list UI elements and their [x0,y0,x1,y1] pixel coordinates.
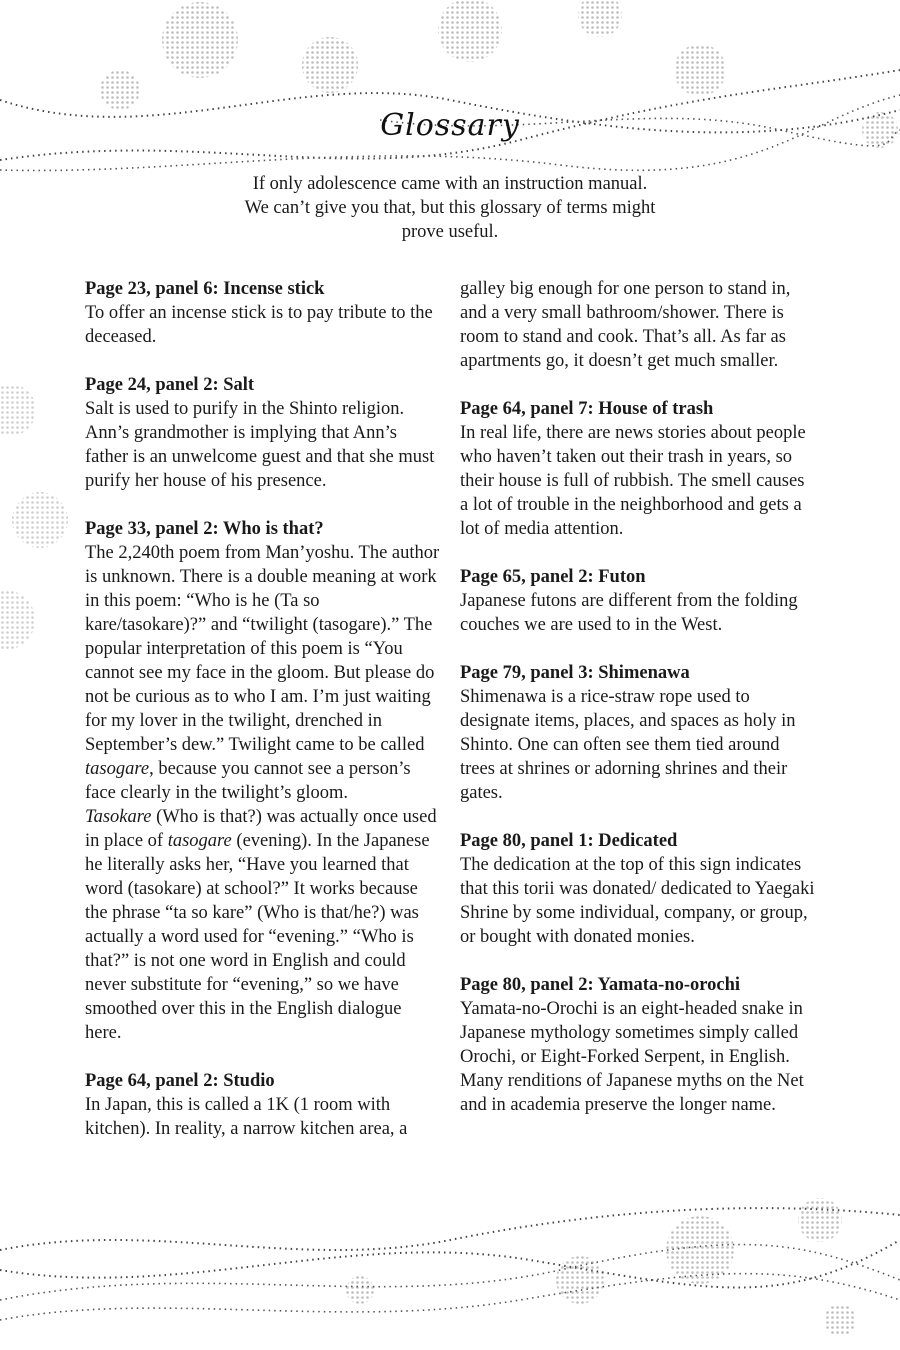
halftone-circle [100,70,140,110]
entry-heading: Page 80, panel 2: Yamata-no-orochi [460,975,741,995]
entry-heading: Page 64, panel 2: Studio [85,1071,275,1091]
entry-heading: Page 23, panel 6: Incense stick [85,279,325,299]
halftone-circle [0,384,36,436]
halftone-circle [674,44,726,96]
entry-body: galley big enough for one person to stand in, and a very small bathroom/shower. There is room to stand and cook. That’s all. As far as apartments go, it doesn’t get much smaller. [460,279,791,371]
halftone-circle [302,37,358,93]
glossary-entry-continued [460,277,815,373]
glossary-entry [460,397,815,541]
entry-term: tasogare [167,831,232,851]
dotted-wave [0,1274,900,1320]
page-title: Glossary [380,108,520,143]
entry-heading: Page 24, panel 2: Salt [85,375,255,395]
entry-text: (Who is that?) was actually once used in place of [85,807,437,851]
dotted-wave [0,1240,900,1288]
entry-text: The 2,240th poem from Man’yoshu. The author is unknown. There is a double meaning at work in this poem: “Who is he (Ta so kare/tasokare)?” and “twilight (tasogare).” The popular interpretation of this poem is “You cannot see my face in the gloom. But please do not be curious as to who I am. I’m just waiting for my lover in the twilight, drenched in September’s dew.” Twilight came to be called [85,543,440,755]
halftone-circle [162,2,238,78]
halftone-circle [12,492,68,548]
intro-line: prove useful. [401,222,499,242]
glossary-entry [85,517,440,1045]
halftone-circle [346,1276,374,1304]
halftone-circle [798,1198,842,1242]
halftone-circle [824,1304,856,1336]
top-decoration [0,0,900,200]
entry-heading: Page 79, panel 3: Shimenawa [460,663,690,683]
bottom-decoration [0,1180,900,1350]
entry-body: Yamata-no-Orochi is an eight-headed snake in Japanese mythology sometimes simply called Orochi, or Eight-Forked Serpent, in English. Many renditions of Japanese myths on the Net and in academia preserve the longer name. [460,999,804,1115]
entry-term: tasogare [85,759,150,779]
entry-body: Salt is used to purify in the Shinto religion. Ann’s grandmother is implying that Ann’s father is an unwelcome guest and that she must purify her house of his presence. [85,399,435,491]
glossary-entry [85,277,440,349]
right-column [460,277,815,1141]
glossary-entry [85,373,440,493]
entry-heading: Page 64, panel 7: House of trash [460,399,714,419]
intro-line: We can’t give you that, but this glossary of terms might [244,198,656,218]
halftone-circle [578,0,622,37]
entry-heading: Page 65, panel 2: Futon [460,567,646,587]
intro-line: If only adolescence came with an instruction manual. [252,174,648,194]
glossary-entry [460,829,815,949]
dotted-wave [0,1208,900,1250]
entry-body: Japanese futons are different from the folding couches we are used to in the West. [460,591,798,635]
entry-heading: Page 80, panel 1: Dedicated [460,831,678,851]
halftone-circle [556,1256,604,1304]
entry-body [85,805,440,1045]
entry-body: To offer an incense stick is to pay tribute to the deceased. [85,303,433,347]
entry-text: , because you cannot see a person’s face clearly in the twilight’s gloom. [85,759,411,803]
glossary-entry [460,661,815,805]
entry-body: Shimenawa is a rice-straw rope used to designate items, places, and spaces as holy in Shinto. One can often see them tied around trees at shrines or adorning shrines and their gates. [460,687,796,803]
halftone-circle [0,590,35,650]
entry-body: In real life, there are news stories about people who haven’t taken out their trash in years, so their house is full of rubbish. The smell causes a lot of trouble in the neighborhood and gets a lot of media attention. [460,423,806,539]
entry-body: The dedication at the top of this sign indicates that this torii was donated/ dedicated to Yaegaki Shrine by some individual, company, or group, or bought with donated monies. [460,855,815,947]
left-column [85,277,440,1165]
entry-text: (evening). In the Japanese he literally asks her, “Have you learned that word (tasokare) at school?” It works because the phrase “ta so kare” (Who is that/he?) was actually a word used for “evening.” “Who is that?” is not one word in English and could never substitute for “evening,” so we have smoothed over this in the English dialogue here. [85,831,430,1043]
entry-body [85,541,440,805]
intro-text [200,172,700,244]
entry-heading: Page 33, panel 2: Who is that? [85,519,324,539]
glossary-entry [85,1069,440,1141]
entry-term: Tasokare [85,807,152,827]
halftone-circle [438,0,502,62]
glossary-entry [460,565,815,637]
glossary-entry [460,973,815,1117]
entry-body: In Japan, this is called a 1K (1 room with kitchen). In reality, a narrow kitchen area, a [85,1095,408,1139]
